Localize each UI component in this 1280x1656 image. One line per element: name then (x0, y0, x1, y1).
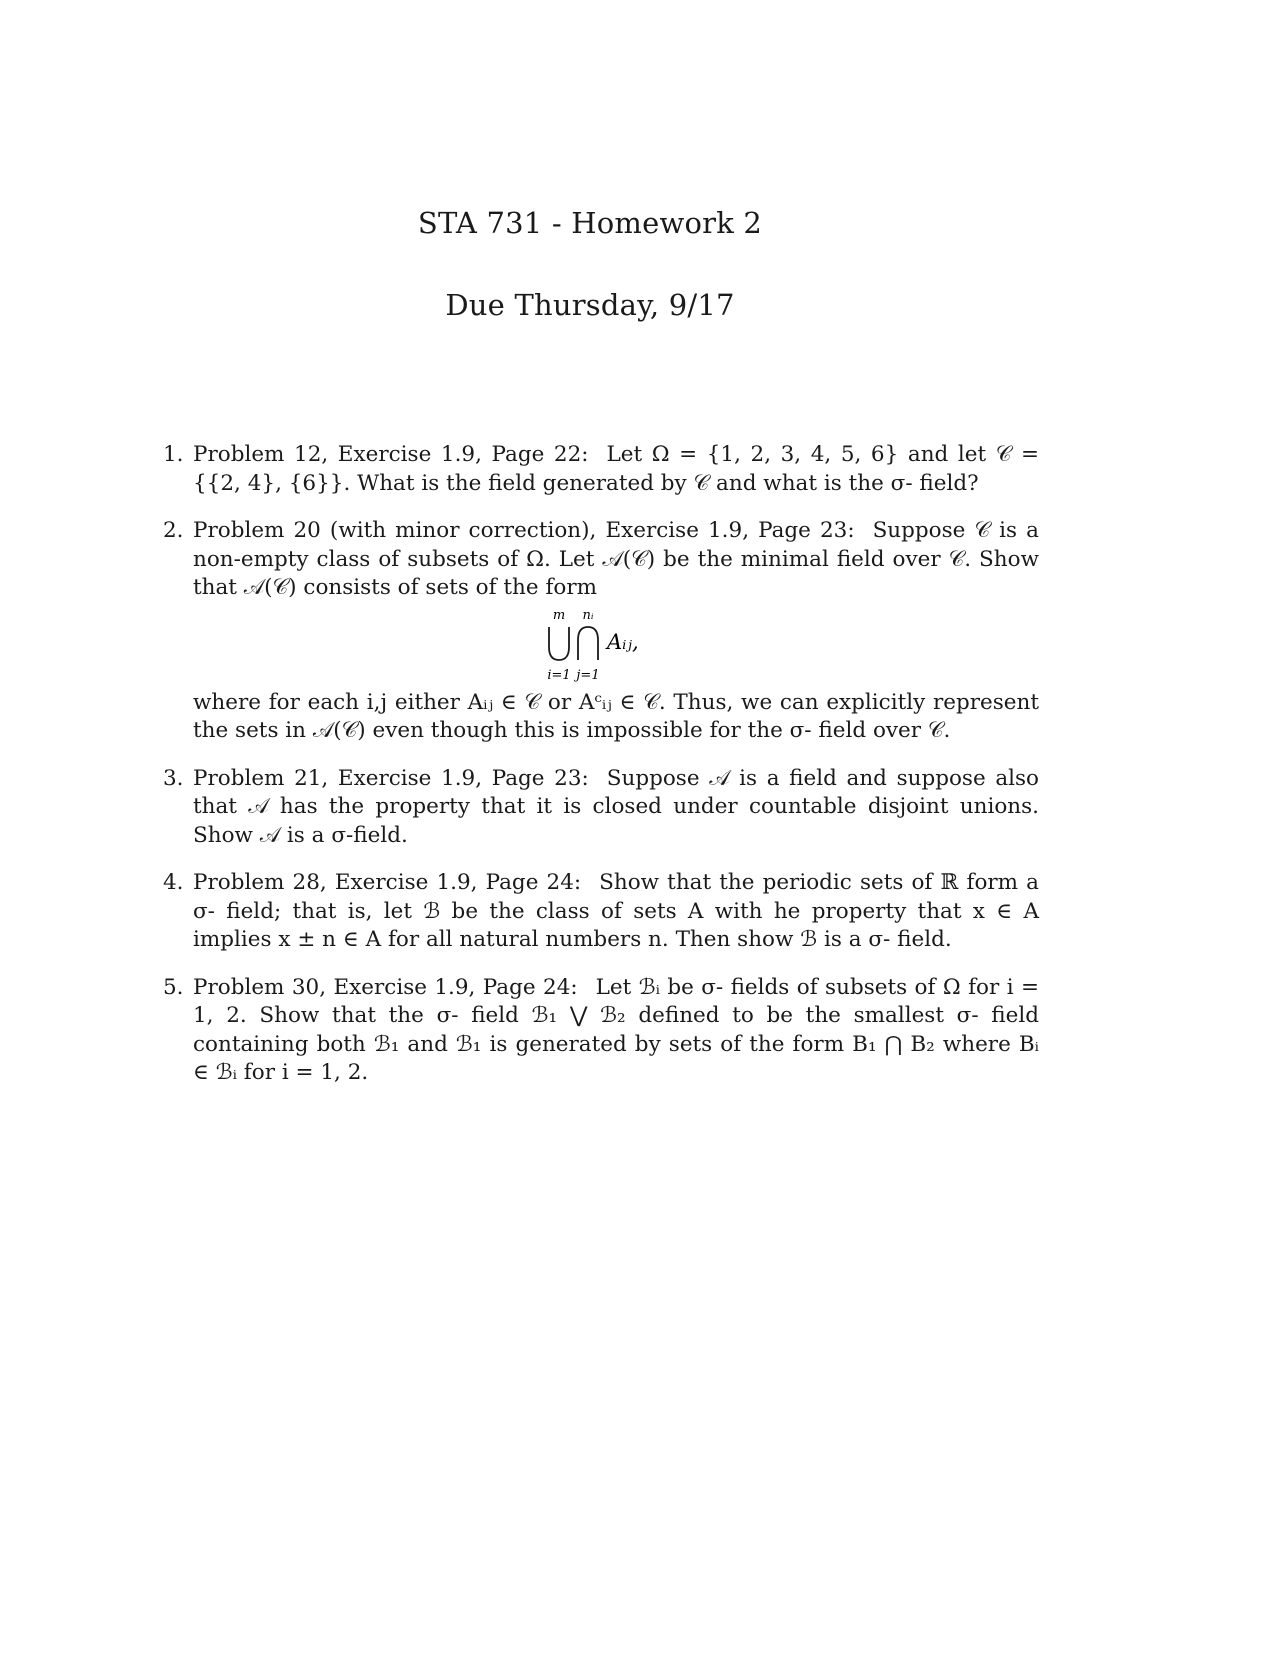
union-lower-limit: i=1 (547, 667, 571, 683)
problem-body (193, 441, 1039, 498)
intersection-upper-limit: nᵢ (582, 607, 594, 623)
union-intersection-formula (541, 605, 691, 683)
problem-number: 4. (163, 870, 184, 895)
problem-number: 3. (163, 765, 184, 791)
problem-heading: Problem 21, Exercise 1.9, Page 23: (193, 765, 589, 791)
problem-text: Let ℬᵢ be σ- fields of subsets of Ω for i = 1, 2. Show that the σ- field ℬ₁ ⋁ ℬ₂ defined to be the smallest σ- field containing both ℬ₁ and ℬ₁ is generated by sets of the form B₁ ⋂ B₂ where Bᵢ ∈ ℬᵢ for i = 1, 2. (193, 974, 1040, 1085)
union-upper-limit: m (552, 607, 566, 623)
problem-heading: Problem 20 (with minor correction), Exercise 1.9, Page 23: (193, 518, 855, 543)
problem-body (193, 765, 1039, 851)
problem-text: Show that the periodic sets of ℝ form a σ- field; that is, let ℬ be the class of sets A with he property that x ∈ A implies x ± n ∈ A for all natural numbers n. Then show ℬ is a σ- field. (193, 870, 1039, 952)
problem-item (163, 441, 1039, 498)
problem-item (163, 517, 1039, 746)
problem-number: 2. (163, 518, 184, 543)
big-intersection-icon (578, 627, 598, 660)
problem-item (163, 974, 1039, 1088)
problem-item (163, 869, 1039, 955)
problem-body-continued: where for each i,j either Aᵢⱼ ∈ 𝒞 or Aᶜᵢⱼ ∈ 𝒞. Thus, we can explicitly represent the sets in 𝒜(𝒞) even though this is impossible for the σ- field over 𝒞. (193, 689, 1039, 743)
intersection-lower-limit: j=1 (576, 667, 600, 683)
page-title: STA 731 - Homework 2 (417, 206, 763, 240)
problem-number: 5. (163, 974, 184, 1000)
problem-list (163, 441, 1039, 1088)
problem-item (163, 765, 1039, 851)
problem-heading: Problem 12, Exercise 1.9, Page 22: (193, 442, 589, 467)
problem-body (193, 974, 1039, 1088)
display-formula (193, 605, 1039, 683)
big-union-icon (549, 627, 569, 660)
problem-text: Let Ω = {1, 2, 3, 4, 5, 6} and let 𝒞 = {{2, 4}, {6}}. What is the field generated by 𝒞 and what is the σ- field? (193, 442, 1039, 496)
problem-body (193, 869, 1039, 955)
problem-heading: Problem 30, Exercise 1.9, Page 24: (193, 974, 578, 1000)
formula-term: Aᵢⱼ, (607, 629, 639, 654)
problem-number: 1. (163, 442, 184, 467)
problem-text: Suppose 𝒞 is a non-empty class of subsets of Ω. Let 𝒜(𝒞) be the minimal field over 𝒞. Show that 𝒜(𝒞) consists of sets of the form (193, 518, 1039, 600)
problem-body (193, 517, 1039, 603)
due-date: Due Thursday, 9/17 (445, 288, 735, 322)
problem-heading: Problem 28, Exercise 1.9, Page 24: (193, 870, 582, 895)
problem-text: Suppose 𝒜 is a field and suppose also that 𝒜 has the property that it is closed under countable disjoint unions. Show 𝒜 is a σ-field. (193, 765, 1039, 848)
